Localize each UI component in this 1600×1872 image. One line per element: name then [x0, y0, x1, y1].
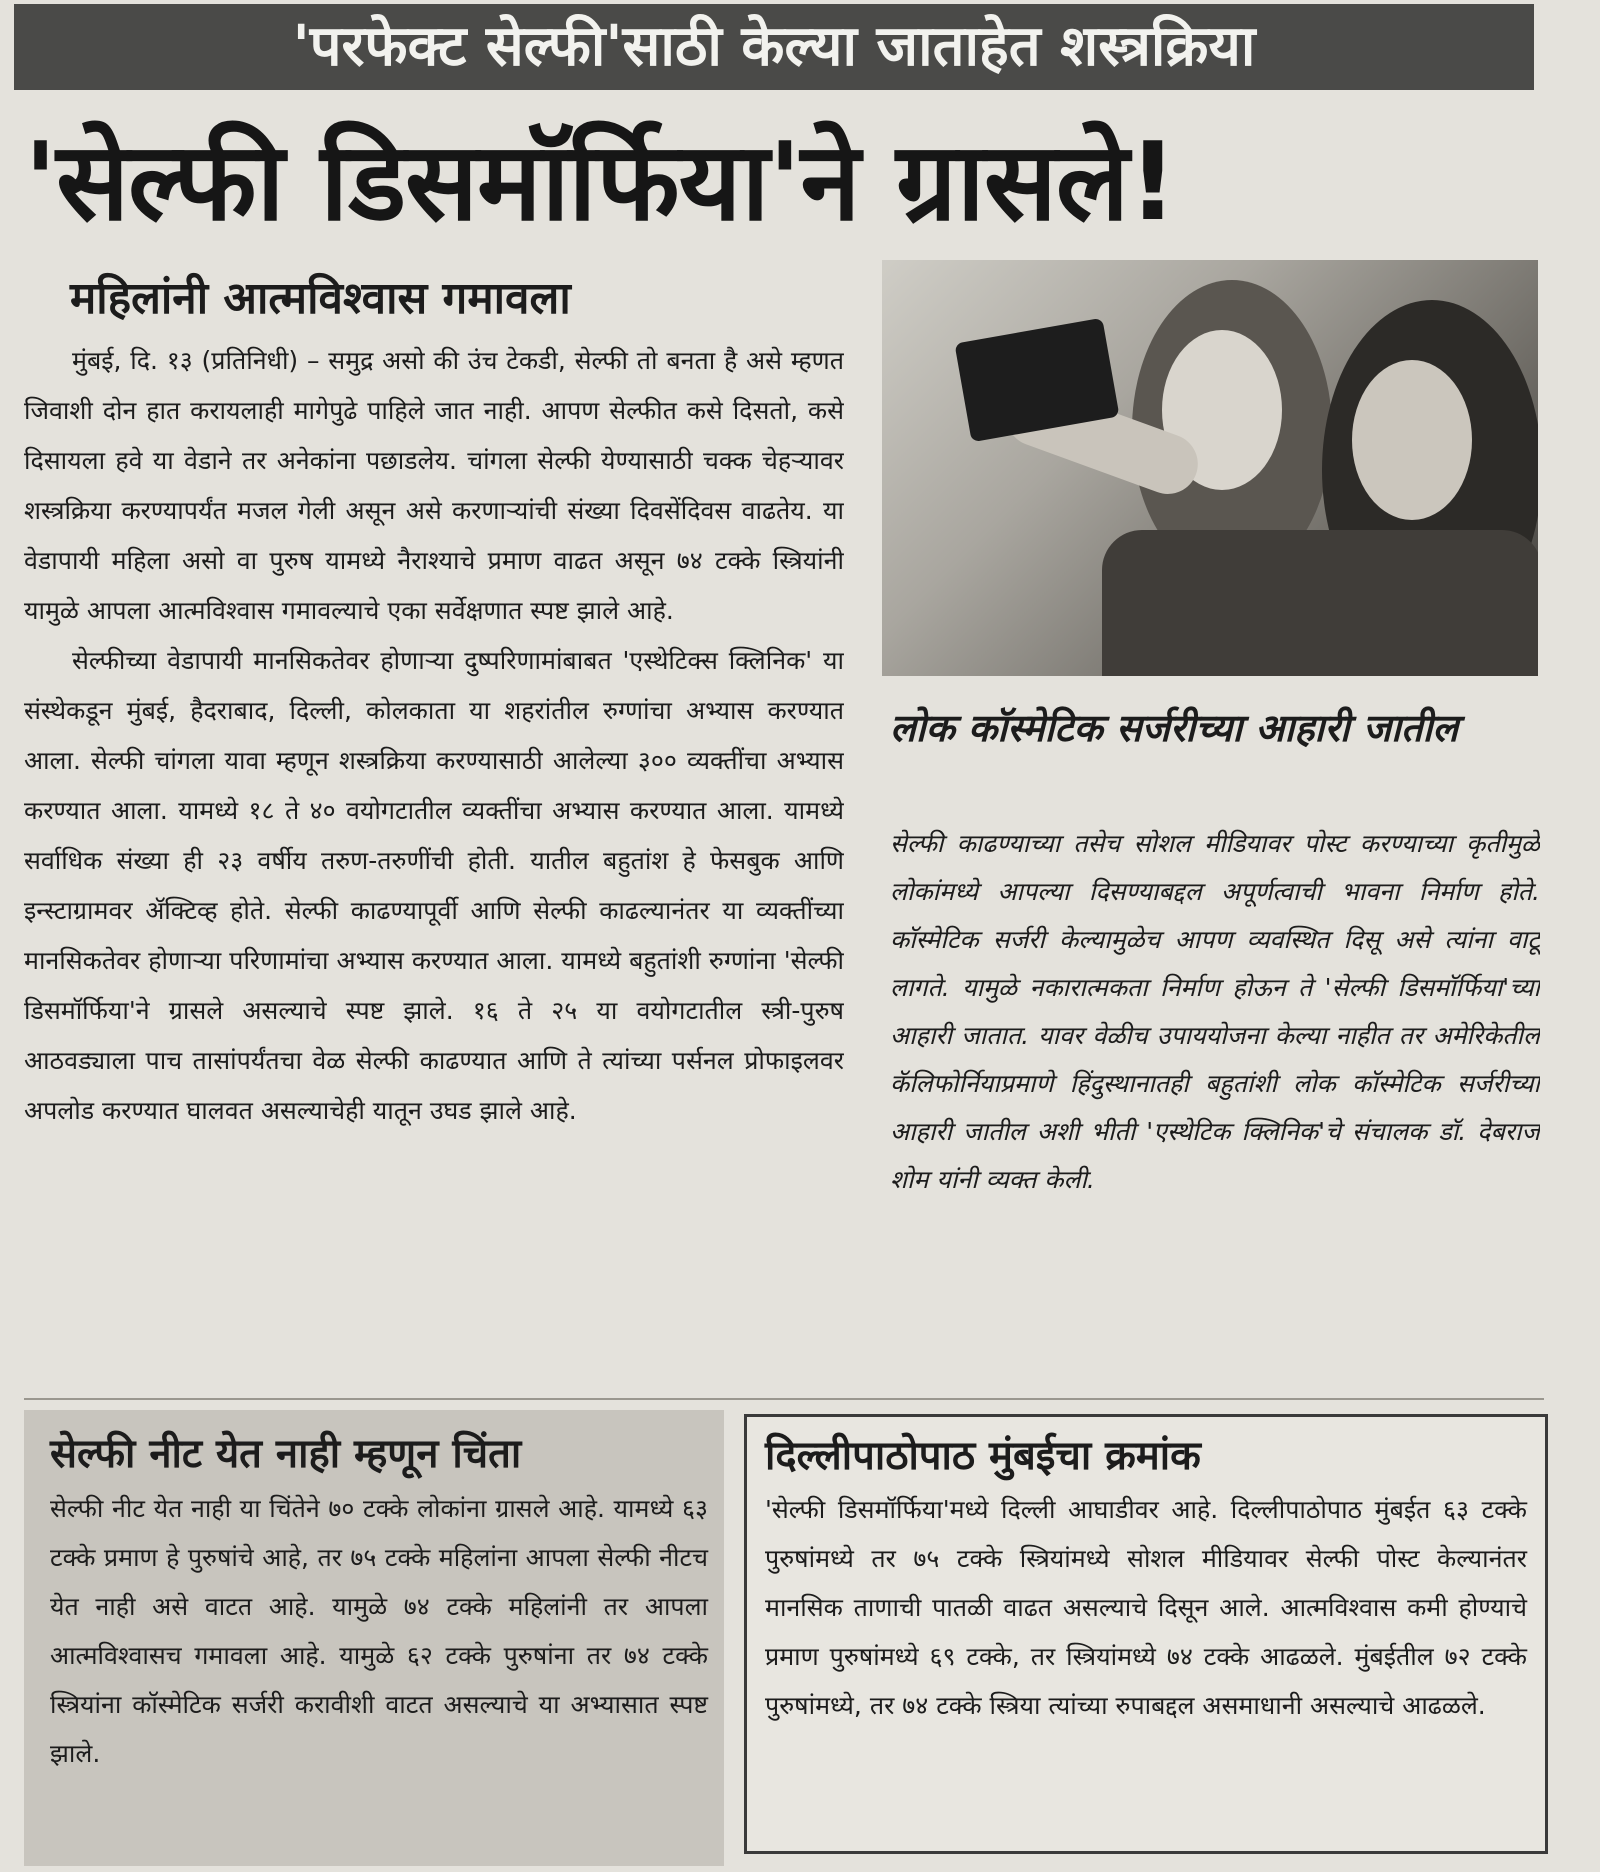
photo-shape	[1102, 530, 1538, 676]
box-title: सेल्फी नीट येत नाही म्हणून चिंता	[50, 1431, 522, 1477]
main-article-paragraph: मुंबई, दि. १३ (प्रतिनिधी) – समुद्र असो की उंच टेकडी, सेल्फी तो बनता है असे म्हणत जिवाशी दोन हात करायलाही मागेपुढे पाहिले जात नाही. आपण सेल्फीत कसे दिसतो, कसे दिसायला हवे या वेडाने तर अनेकांना पछाडलेय. चांगला सेल्फी येण्यासाठी चक्क चेहऱ्यावर शस्त्रक्रिया करण्यापर्यंत मजल गेली असून असे करणाऱ्यांची संख्या दिवसेंदिवस वाढतेय. या वेडापायी महिला असो वा पुरुष यामध्ये नैराश्याचे प्रमाण वाढत असून ७४ टक्के स्त्रियांनी यामुळे आपला आत्मविश्वास गमावल्याचे एका सर्वेक्षणात स्पष्ट झाले आहे.	[24, 346, 844, 625]
sidebar-box-ranking	[744, 1414, 1548, 1854]
selfie-photo	[882, 260, 1538, 676]
box-body: 'सेल्फी डिसमॉर्फिया'मध्ये दिल्ली आघाडीवर आहे. दिल्लीपाठोपाठ मुंबईत ६३ टक्के पुरुषांमध्ये तर ७५ टक्के स्त्रियांमध्ये सोशल मीडियावर सेल्फी पोस्ट केल्यानंतर मानसिक ताणाची पातळी वाढत असल्याचे दिसून आले. आत्मविश्वास कमी होण्याचे प्रमाण पुरुषांमध्ये ६९ टक्के, तर स्त्रियांमध्ये ७४ टक्के आढळले. मुंबईतील ७२ टक्के पुरुषांमध्ये, तर ७४ टक्के स्त्रिया त्यांच्या रुपाबद्दल असमाधानी असल्याचे आढळले.	[765, 1495, 1527, 1720]
photo-shape	[1352, 360, 1472, 520]
box-title: दिल्लीपाठोपाठ मुंबईचा क्रमांक	[765, 1433, 1201, 1479]
box-body: सेल्फी नीट येत नाही या चिंतेने ७० टक्के लोकांना ग्रासले आहे. यामध्ये ६३ टक्के प्रमाण हे पुरुषांचे आहे, तर ७५ टक्के महिलांना आपला सेल्फी नीटच येत नाही असे वाटत आहे. यामुळे ७४ टक्के महिलांनी तर आपला आत्मविश्वासच गमावला आहे. यामुळे ६२ टक्के पुरुषांना तर ७४ टक्के स्त्रियांना कॉस्मेटिक सर्जरी करावीशी वाटत असल्याचे या अभ्यासात स्पष्ट झाले.	[50, 1494, 708, 1768]
side-article-body: सेल्फी काढण्याच्या तसेच सोशल मीडियावर पोस्ट करण्याच्या कृतीमुळे लोकांमध्ये आपल्या दिसण्याबद्दल अपूर्णत्वाची भावना निर्माण होते. कॉस्मेटिक सर्जरी केल्यामुळेच आपण व्यवस्थित दिसू असे त्यांना वाटू लागते. यामुळे नकारात्मकता निर्माण होऊन ते 'सेल्फी डिसमॉर्फिया'च्या आहारी जातात. यावर वेळीच उपाययोजना केल्या नाहीत तर अमेरिकेतील कॅलिफोर्नियाप्रमाणे हिंदुस्थानातही बहुतांशी लोक कॉस्मेटिक सर्जरीच्या आहारी जातील अशी भीती 'एस्थेटिक क्लिनिक'चे संचालक डॉ. देबराज शोम यांनी व्यक्त केली.	[890, 829, 1540, 1194]
main-article	[24, 336, 844, 1394]
side-article	[890, 820, 1540, 1400]
subheadline: महिलांनी आत्मविश्वास गमावला	[70, 273, 571, 324]
divider	[24, 1398, 1544, 1400]
kicker-banner: 'परफेक्ट सेल्फी'साठी केल्या जाताहेत शस्त्रक्रिया	[14, 4, 1534, 90]
main-article-body	[24, 336, 844, 1136]
sidebar-box-worry	[24, 1410, 724, 1866]
main-article-paragraph: सेल्फीच्या वेडापायी मानसिकतेवर होणाऱ्या दुष्परिणामांबाबत 'एस्थेटिक्स क्लिनिक' या संस्थेकडून मुंबई, हैदराबाद, दिल्ली, कोलकाता या शहरांतील रुग्णांचा अभ्यास करण्यात आला. सेल्फी चांगला यावा म्हणून शस्त्रक्रिया करण्यासाठी आलेल्या ३०० व्यक्तींचा अभ्यास करण्यात आला. यामध्ये १८ ते ४० वयोगटातील व्यक्तींचा अभ्यास करण्यात आला. यामध्ये सर्वाधिक संख्या ही २३ वर्षीय तरुण-तरुणींची होती. यातील बहुतांश हे फेसबुक आणि इन्स्टाग्रामवर ॲक्टिव्ह होते. सेल्फी काढण्यापूर्वी आणि सेल्फी काढल्यानंतर या व्यक्तींच्या मानसिकतेवर होणाऱ्या परिणामांचा अभ्यास करण्यात आला. यामध्ये बहुतांशी रुग्णांना 'सेल्फी डिसमॉर्फिया'ने ग्रासले असल्याचे स्पष्ट झाले. १६ ते २५ या वयोगटातील स्त्री-पुरुष आठवड्याला पाच तासांपर्यंतचा वेळ सेल्फी काढण्यात आणि ते त्यांच्या पर्सनल प्रोफाइलवर अपलोड करण्यात घालवत असल्याचेही यातून उघड झाले आहे.	[24, 646, 844, 1125]
side-article-title: लोक कॉस्मेटिक सर्जरीच्या आहारी जातील	[890, 706, 1459, 750]
headline: 'सेल्फी डिसमॉर्फिया'ने ग्रासले!	[24, 120, 1177, 245]
